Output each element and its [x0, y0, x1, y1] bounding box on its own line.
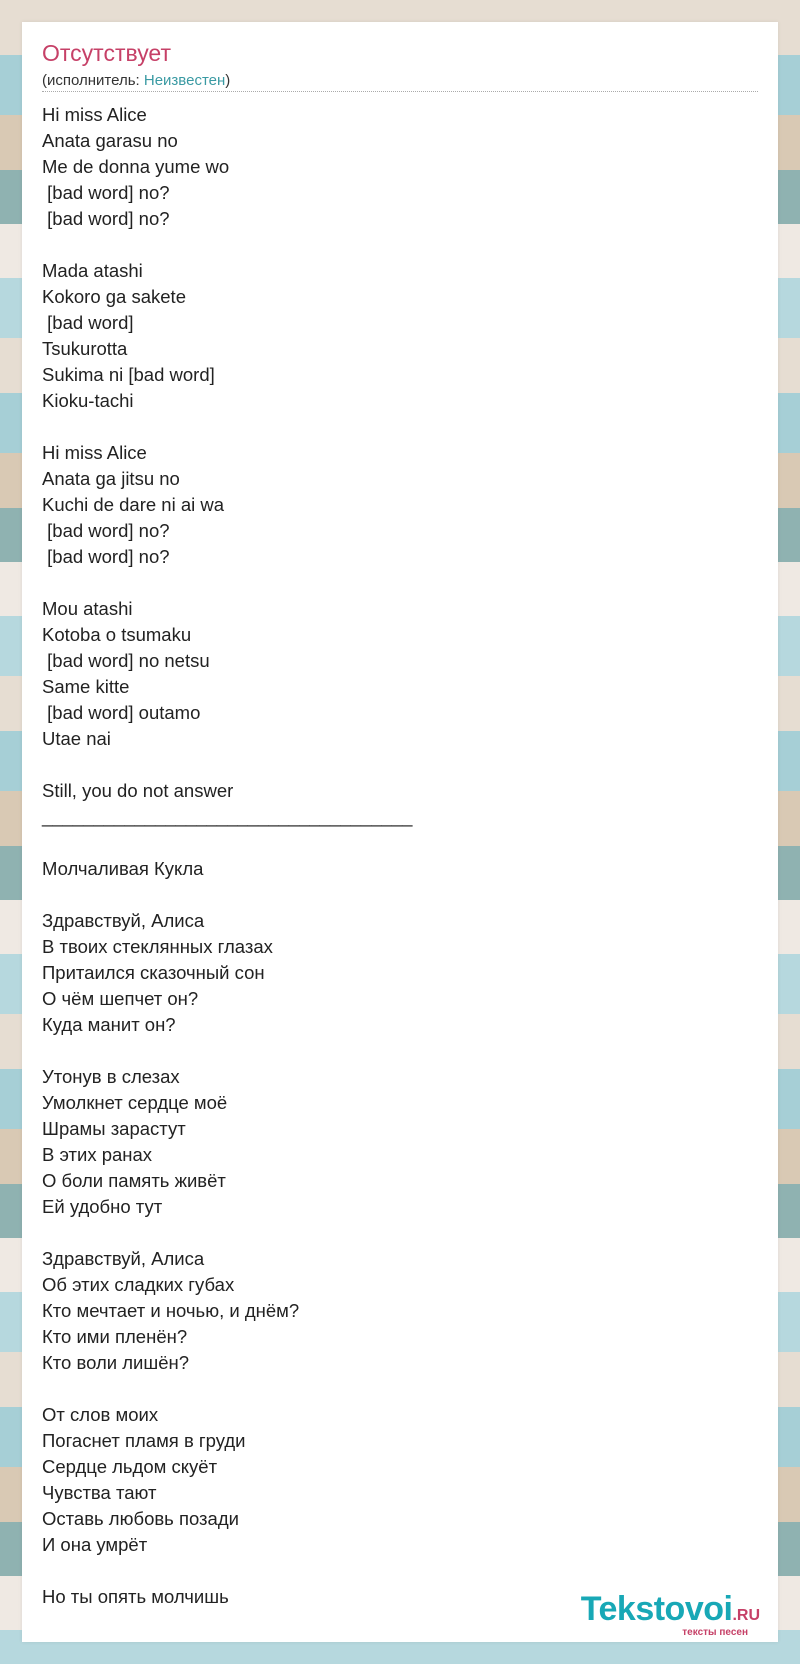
artist-prefix: (исполнитель:: [42, 72, 144, 89]
site-logo[interactable]: [570, 1590, 760, 1636]
lyrics-page: [22, 22, 778, 1642]
lyrics-text: Hi miss Alice Anata garasu no Me de donna yume wo [bad word] no? [bad word] no? Mada atashi Kokoro ga sakete [bad word] Tsukurotta Sukima ni [bad word] Kioku-tachi Hi miss Alice Anata ga jitsu no Kuchi de dare ni ai wa [bad word] no? [bad word] no? Mou atashi Kotoba o tsumaku [bad word] no netsu Same kitte [bad word] outamo Utae nai Still, you do not answer ____________________________________ Молчаливая Кукла Здравствуй, Алиса В твоих стеклянных глазах Притаился сказочный сон О чём шепчет он? Куда манит он? Утонув в слезах Умолкнет сердце моё Шрамы зарастут В этих ранах О боли память живёт Ей удобно тут Здравствуй, Алиса Об этих сладких губах Кто мечтает и ночью, и днём? Кто ими пленён? Кто воли лишён? От слов моих Погаснет пламя в груди Сердце льдом скуёт Чувства тают Оставь любовь позади И она умрёт Но ты опять молчишь: [42, 104, 413, 1607]
logo-tld: .RU: [732, 1607, 760, 1624]
logo-main-text: Tekstovoi: [580, 1590, 733, 1628]
song-title: Отсутствует: [42, 40, 171, 66]
artist-link[interactable]: Неизвестен: [143, 72, 226, 89]
artist-line: [42, 72, 230, 89]
artist-suffix: ): [225, 72, 231, 89]
dotted-divider: [42, 91, 758, 92]
logo-tagline: тексты песен: [682, 1627, 748, 1638]
